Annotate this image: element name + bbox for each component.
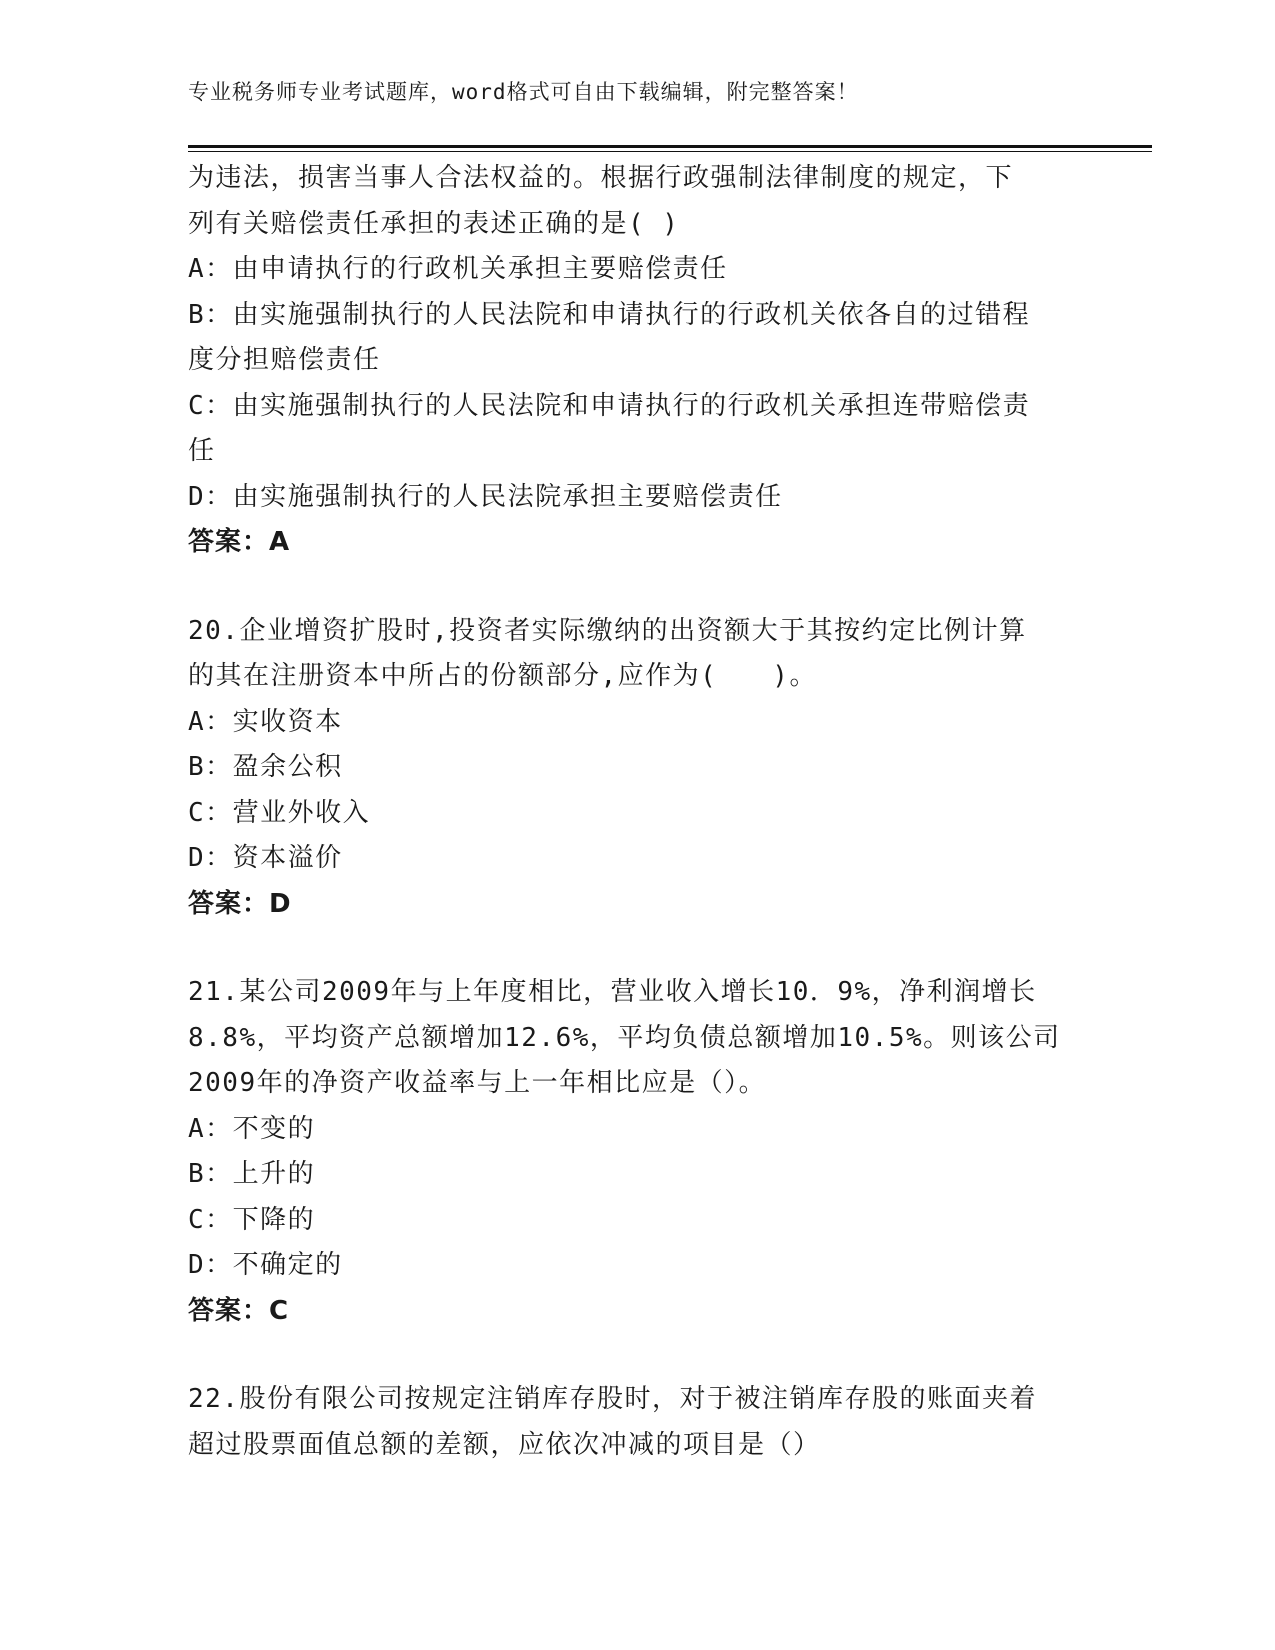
option-line: D：资本溢价: [188, 843, 343, 873]
answer-line: 答案：D: [188, 888, 292, 919]
option-line: C：营业外收入: [188, 797, 371, 828]
page-header: 专业税务师专业考试题库，word格式可自由下载编辑，附完整答案！: [188, 80, 859, 104]
answer-line: 答案：C: [188, 1295, 290, 1326]
question-block: [188, 1377, 1088, 1468]
option-line: A：实收资本: [188, 706, 343, 737]
option-line: A：不变的: [188, 1113, 316, 1144]
question-stem-line: 为违法，损害当事人合法权益的。根据行政强制法律制度的规定，下: [188, 163, 1014, 193]
question-block: [188, 970, 1088, 1334]
question-stem-line: 21.某公司2009年与上年度相比，营业收入增长10．9%，净利润增长: [188, 977, 1037, 1007]
question-stem-line: 列有关赔偿责任承担的表述正确的是( ): [188, 208, 680, 239]
option-line: A：由申请执行的行政机关承担主要赔偿责任: [188, 254, 728, 284]
option-line: C：下降的: [188, 1204, 316, 1235]
question-stem-line: 8.8%，平均资产总额增加12.6%，平均负债总额增加10.5%。则该公司: [188, 1022, 1061, 1053]
question-gap: [188, 566, 1088, 609]
option-line: 任: [188, 436, 216, 466]
question-stem-line: 的其在注册资本中所占的份额部分,应作为( )。: [188, 661, 817, 691]
option-line: D：由实施强制执行的人民法院承担主要赔偿责任: [188, 481, 783, 512]
question-gap: [188, 1334, 1088, 1377]
question-stem-line: 20.企业增资扩股时,投资者实际缴纳的出资额大于其按约定比例计算: [188, 615, 1027, 646]
question-stem-line: 超过股票面值总额的差额，应依次冲减的项目是（）: [188, 1429, 821, 1460]
option-line: D：不确定的: [188, 1250, 343, 1280]
option-line: B：上升的: [188, 1159, 316, 1189]
option-line: B：由实施强制执行的人民法院和申请执行的行政机关依各自的过错程: [188, 299, 1031, 330]
option-line: C：由实施强制执行的人民法院和申请执行的行政机关承担连带赔偿责: [188, 390, 1031, 421]
answer-line: 答案：A: [188, 527, 291, 557]
question-block: [188, 156, 1088, 566]
question-stem-line: 2009年的净资产收益率与上一年相比应是（）。: [188, 1068, 767, 1098]
header-rule-thick: [188, 145, 1152, 148]
question-block: [188, 609, 1088, 928]
header-rule-thin: [188, 151, 1152, 152]
option-line: 度分担赔偿责任: [188, 345, 381, 375]
option-line: B：盈余公积: [188, 752, 343, 782]
question-content: [188, 156, 1088, 1468]
question-stem-line: 22.股份有限公司按规定注销库存股时，对于被注销库存股的账面夹着: [188, 1384, 1037, 1414]
question-gap: [188, 927, 1088, 970]
